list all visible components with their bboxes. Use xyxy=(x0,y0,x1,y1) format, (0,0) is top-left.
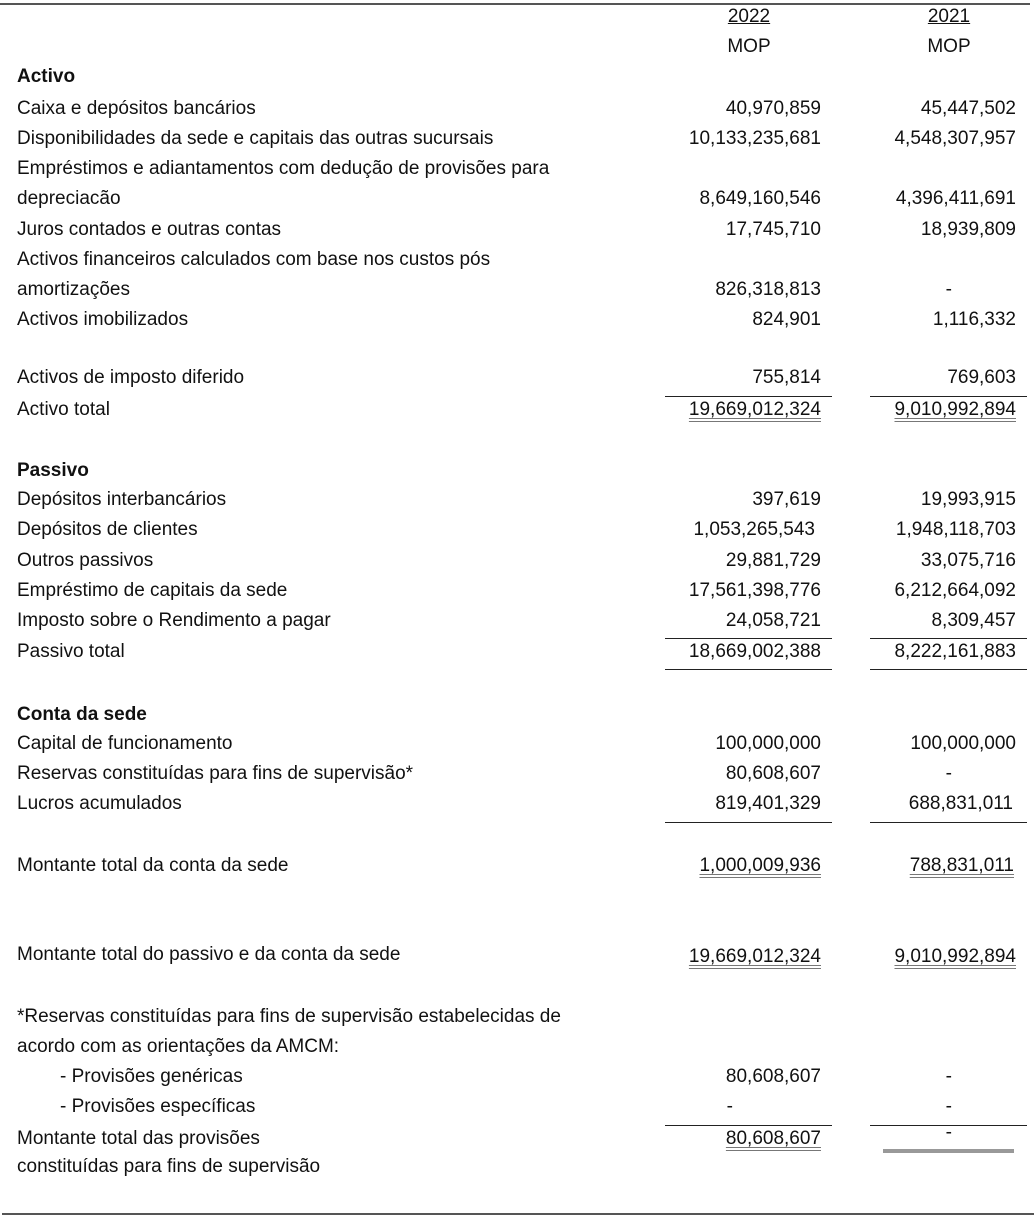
value-2021: 1,116,332 xyxy=(932,309,1016,330)
row-label: Passivo total xyxy=(17,641,125,662)
value-2021: 33,075,716 xyxy=(920,550,1016,571)
table-row xyxy=(0,367,1034,397)
value-2021: - xyxy=(945,1096,952,1117)
subtotal-rule xyxy=(665,638,832,639)
table-row xyxy=(0,98,1034,128)
row-label-line1: Empréstimos e adiantamentos com dedução de provisões para xyxy=(17,158,550,179)
currency-2021: MOP xyxy=(927,36,971,57)
table-row xyxy=(0,763,1034,793)
row-label: Montante total da conta da sede xyxy=(17,855,289,876)
section-heading: Conta da sede xyxy=(17,704,147,725)
bottom-rule xyxy=(2,1213,1034,1215)
value-2021: 8,309,457 xyxy=(931,610,1016,631)
row-label: Activos imobilizados xyxy=(17,309,189,330)
value-2022: 17,745,710 xyxy=(725,219,821,240)
total-2021: 788,831,011 xyxy=(909,855,1014,876)
footnote-line2 xyxy=(0,1036,1034,1066)
table-row xyxy=(0,1096,1034,1126)
value-2022: 819,401,329 xyxy=(715,793,821,814)
table-row xyxy=(0,519,1034,549)
value-2021: 18,939,809 xyxy=(920,219,1016,240)
row-label: Reservas constituídas para fins de supervisão* xyxy=(17,763,414,784)
section-heading: Passivo xyxy=(17,460,89,481)
table-row xyxy=(0,580,1034,610)
value-2022: 397,619 xyxy=(752,489,821,510)
table-row xyxy=(0,158,1034,188)
value-2022: 80,608,607 xyxy=(725,1066,821,1087)
subtotal-rule xyxy=(870,638,1027,639)
row-label-line1: Activos financeiros calculados com base nos custos pós xyxy=(17,249,491,270)
value-2021: - xyxy=(945,1066,952,1087)
section-title-passivo xyxy=(0,460,1034,490)
table-row xyxy=(0,309,1034,339)
table-row xyxy=(0,128,1034,158)
total-2021: 9,010,992,894 xyxy=(894,399,1016,420)
value-2022: 24,058,721 xyxy=(725,610,821,631)
section-title-activo xyxy=(0,66,1034,96)
section-heading: Activo xyxy=(17,66,76,87)
value-2022: 8,649,160,546 xyxy=(699,188,821,209)
table-row xyxy=(0,249,1034,279)
footnote-text: acordo com as orientações da AMCM: xyxy=(17,1036,340,1057)
row-label-line2: depreciacão xyxy=(17,188,121,209)
total-2021: 8,222,161,883 xyxy=(894,641,1016,662)
row-label: Depósitos de clientes xyxy=(17,519,198,540)
total-row-passivo xyxy=(0,641,1034,671)
row-label: Lucros acumulados xyxy=(17,793,182,814)
row-label: Empréstimo de capitais da sede xyxy=(17,580,288,601)
table-row xyxy=(0,550,1034,580)
value-2022: 755,814 xyxy=(752,367,821,388)
subtotal-rule xyxy=(665,822,832,823)
row-label: - Provisões específicas xyxy=(60,1096,256,1117)
value-2021: 4,396,411,691 xyxy=(895,188,1016,209)
table-row xyxy=(0,1066,1034,1096)
table-row xyxy=(0,219,1034,249)
table-row xyxy=(0,188,1034,218)
value-2021: 100,000,000 xyxy=(910,733,1016,754)
table-row xyxy=(0,489,1034,519)
section-title-conta-sede xyxy=(0,704,1034,734)
value-2021: 6,212,664,092 xyxy=(894,580,1016,601)
value-2021: 19,993,915 xyxy=(920,489,1016,510)
row-label: Montante total do passivo e da conta da sede xyxy=(17,944,401,965)
total-row-activo xyxy=(0,399,1034,429)
total-2022: 19,669,012,324 xyxy=(688,399,821,420)
subtotal-rule xyxy=(665,396,832,397)
table-row xyxy=(0,733,1034,763)
row-label: Activo total xyxy=(17,399,110,420)
value-2021: 1,948,118,703 xyxy=(895,519,1016,540)
value-2022: 826,318,813 xyxy=(715,279,821,300)
subtotal-rule xyxy=(870,822,1027,823)
value-2021: 769,603 xyxy=(947,367,1016,388)
value-2022: 80,608,607 xyxy=(725,763,821,784)
value-2022: 10,133,235,681 xyxy=(688,128,821,149)
currency-2022: MOP xyxy=(727,36,771,57)
value-2022: 100,000,000 xyxy=(715,733,821,754)
total-row-provisoes-line2 xyxy=(0,1156,1034,1186)
top-rule xyxy=(0,3,1030,5)
table-row xyxy=(0,279,1034,309)
grand-total-2022: 19,669,012,324 xyxy=(688,946,821,967)
value-2022: 40,970,859 xyxy=(725,98,821,119)
subtotal-rule xyxy=(870,396,1027,397)
value-2021: - xyxy=(945,279,952,300)
row-label: Capital de funcionamento xyxy=(17,733,233,754)
total-2022: 1,000,009,936 xyxy=(699,855,821,876)
row-label: - Provisões genéricas xyxy=(60,1066,243,1087)
year-2022: 2022 xyxy=(727,6,771,27)
subtotal-rule xyxy=(665,1125,832,1126)
total-rule xyxy=(870,669,1027,670)
value-2022: 824,901 xyxy=(752,309,821,330)
row-label: Juros contados e outras contas xyxy=(17,219,282,240)
row-label: Depósitos interbancários xyxy=(17,489,227,510)
value-2022: 17,561,398,776 xyxy=(688,580,821,601)
table-row xyxy=(0,610,1034,640)
grand-total-row xyxy=(0,944,1034,974)
total-2022: 80,608,607 xyxy=(725,1128,821,1149)
row-label: Activos de imposto diferido xyxy=(17,367,245,388)
value-2021: 45,447,502 xyxy=(920,98,1016,119)
row-label-line2: constituídas para fins de supervisão xyxy=(17,1156,321,1177)
footnote-line1 xyxy=(0,1006,1034,1036)
total-rule xyxy=(665,669,832,670)
footnote-text: *Reservas constituídas para fins de supervisão estabelecidas de xyxy=(17,1006,561,1027)
value-2021: 4,548,307,957 xyxy=(894,128,1016,149)
row-label-line2: amortizações xyxy=(17,279,130,300)
table-row xyxy=(0,793,1034,823)
total-2022: 18,669,002,388 xyxy=(688,641,821,662)
total-row-conta-sede xyxy=(0,855,1034,885)
total-row-provisoes xyxy=(0,1122,1034,1158)
row-label: Imposto sobre o Rendimento a pagar xyxy=(17,610,331,631)
year-2021: 2021 xyxy=(927,6,971,27)
value-2022: - xyxy=(726,1096,733,1117)
row-label: Disponibilidades da sede e capitais das outras sucursais xyxy=(17,128,494,149)
total-double-rule xyxy=(883,1149,1014,1153)
value-2021: 688,831,011 xyxy=(908,793,1013,814)
value-2022: 29,881,729 xyxy=(725,550,821,571)
value-2021: - xyxy=(945,763,952,784)
grand-total-2021: 9,010,992,894 xyxy=(894,946,1016,967)
total-2021: - xyxy=(945,1122,952,1143)
row-label: Outros passivos xyxy=(17,550,154,571)
row-label: Caixa e depósitos bancários xyxy=(17,98,256,119)
row-label-line1: Montante total das provisões xyxy=(17,1128,260,1149)
value-2022: 1,053,265,543 xyxy=(693,519,815,540)
